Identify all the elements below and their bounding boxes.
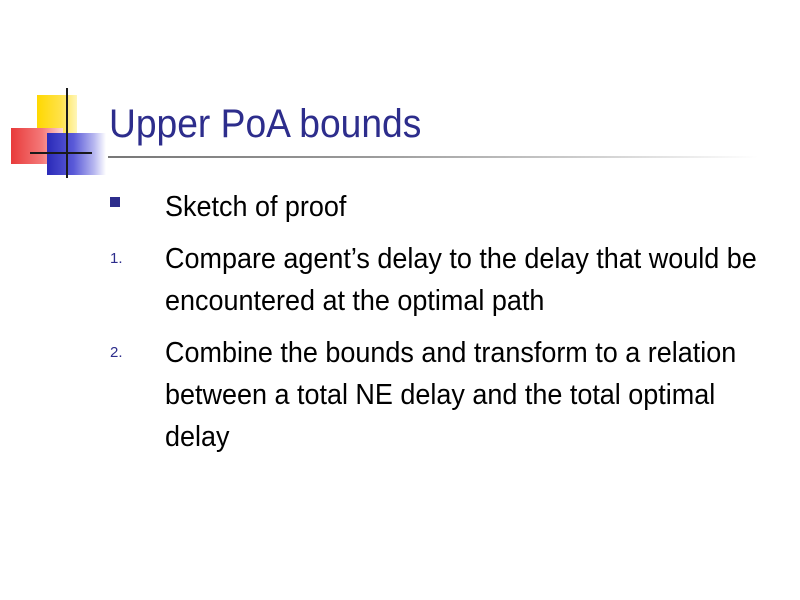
logo-blue-square-icon	[47, 133, 106, 175]
list-item-number: 1.	[110, 250, 123, 267]
square-bullet-icon	[110, 197, 120, 207]
slide-body-list	[110, 186, 790, 468]
list-item-text: Sketch of proof	[165, 191, 347, 223]
logo-vertical-line	[66, 88, 68, 178]
list-item	[110, 238, 790, 322]
list-item	[110, 186, 790, 228]
list-item-number: 2.	[110, 344, 123, 361]
list-item	[110, 332, 790, 458]
logo-horizontal-line	[30, 152, 92, 154]
slide-title: Upper PoA bounds	[109, 102, 422, 146]
list-item-text: Combine the bounds and transform to a relation between a total NE delay and the total optimal delay	[165, 337, 737, 453]
list-item-text: Compare agent’s delay to the delay that would be encountered at the optimal path	[165, 243, 757, 317]
title-underline-divider	[108, 156, 758, 158]
